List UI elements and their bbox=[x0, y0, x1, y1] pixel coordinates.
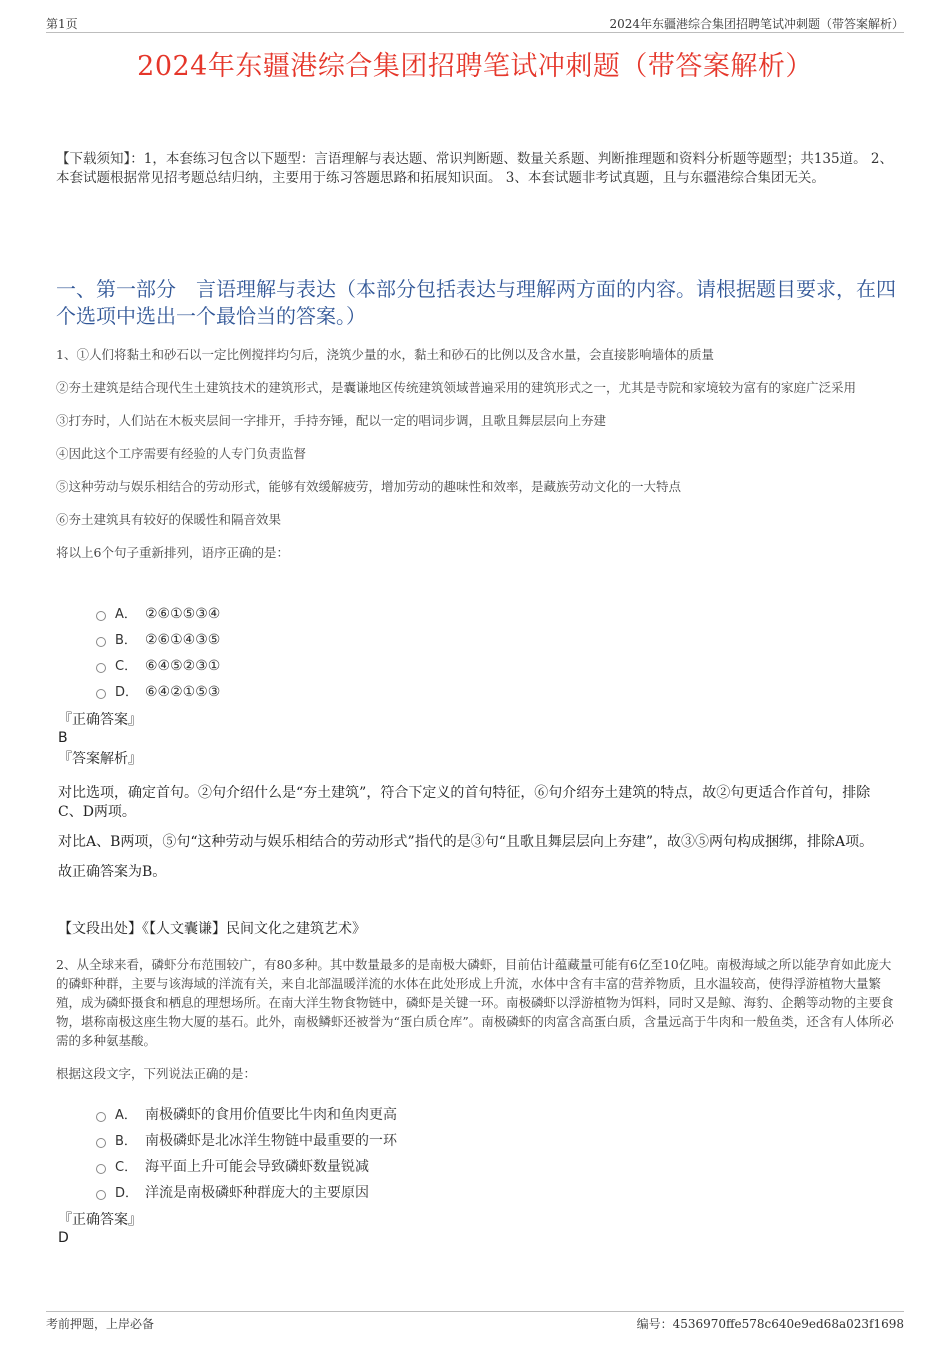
question-prompt: 将以上6个句子重新排列，语序正确的是： bbox=[56, 545, 289, 560]
question-prompt: 根据这段文字，下列说法正确的是： bbox=[56, 1066, 257, 1081]
question-2-stem bbox=[56, 955, 901, 1097]
correct-answer: B bbox=[58, 730, 68, 746]
download-notice: 【下载须知】：1，本套练习包含以下题型：言语理解与表达题、常识判断题、数量关系题、判断推理题和资料分析题等题型；共135道。 2、本套试题根据常见招考题总结归纳，主要用于练习答题思路和拓展知识面。 3、本套试题非考试真题，且与东疆港综合集团无关。 bbox=[56, 151, 893, 186]
sentence-6: ⑥夯土建筑具有较好的保暖性和隔音效果 bbox=[56, 512, 282, 527]
page-footer bbox=[46, 1311, 904, 1336]
option-a[interactable]: A． 南极磷虾的食用价值要比牛肉和鱼肉更高 bbox=[96, 1102, 397, 1128]
header-doc-title: 2024年东疆港综合集团招聘笔试冲刺题（带答案解析） bbox=[609, 17, 904, 31]
analysis-paragraph: 对比A、B两项，⑤句“这种劳动与娱乐相结合的劳动形式”指代的是③句“且歌且舞层层向上夯建”，故③⑤两句构成捆绑，排除A项。 bbox=[58, 834, 874, 850]
question-2-options bbox=[96, 1102, 397, 1206]
sentence-3: ③打夯时，人们站在木板夹层间一字排开，手持夯锤，配以一定的唱词步调，且歌且舞层层向上夯建 bbox=[56, 413, 607, 428]
answer-label: 『正确答案』 bbox=[58, 1212, 142, 1228]
option-b[interactable]: B． 南极磷虾是北冰洋生物链中最重要的一环 bbox=[96, 1128, 397, 1154]
sentence-1: 1、①人们将黏土和砂石以一定比例搅拌均匀后，浇筑少量的水，黏土和砂石的比例以及含水量，会直接影响墙体的质量 bbox=[56, 347, 714, 362]
analysis-paragraph: 对比选项，确定首句。②句介绍什么是“夯土建筑”，符合下定义的首句特征，⑥句介绍夯土建筑的特点，故②句更适合作首句，排除C、D两项。 bbox=[58, 785, 871, 820]
option-c[interactable]: C． 海平面上升可能会导致磷虾数量锐减 bbox=[96, 1154, 397, 1180]
passage-source: 【文段出处】《【人文囊谦】民间文化之建筑艺术》 bbox=[58, 921, 366, 937]
sentence-5: ⑤这种劳动与娱乐相结合的劳动形式，能够有效缓解疲劳，增加劳动的趣味性和效率，是藏族劳动文化的一大特点 bbox=[56, 479, 682, 494]
option-c[interactable]: C． ⑥④⑤②③① bbox=[96, 653, 220, 679]
passage: 2、从全球来看，磷虾分布范围较广，有80多种。其中数量最多的是南极大磷虾，目前估计蕴藏量可能有6亿至10亿吨。南极海域之所以能孕育如此庞大的磷虾种群，主要与该海域的洋流有关，来自北部温暖洋流的水体在此处形成上升流，水体中含有丰富的营养物质，且水温较高，使得浮游植物大量繁殖，成为磷虾摄食和栖息的理想场所。在南大洋生物食物链中，磷虾是关键一环。南极磷虾以浮游植物为饵料，同时又是鲸、海豹、企鹅等动物的主要食物，堪称南极这座生物大厦的基石。此外，南极鳞虾还被誉为“蛋白质仓库”。南极磷虾的肉富含高蛋白质，含量远高于牛肉和一般鱼类，还含有人体所必需的多种氨基酸。 bbox=[56, 957, 894, 1048]
radio-icon[interactable] bbox=[96, 689, 106, 699]
radio-icon[interactable] bbox=[96, 1138, 106, 1148]
answer-analysis bbox=[58, 784, 888, 893]
question-1-stem bbox=[56, 346, 901, 577]
section-title: 一、第一部分 言语理解与表达（本部分包括表达与理解两方面的内容。请根据题目要求，在四个选项中选出一个最恰当的答案。） bbox=[56, 277, 896, 328]
footer-slogan: 考前押题，上岸必备 bbox=[46, 1317, 155, 1331]
question-1-options bbox=[96, 601, 220, 705]
correct-answer: D bbox=[58, 1230, 69, 1246]
analysis-paragraph: 故正确答案为B。 bbox=[58, 864, 167, 880]
option-d[interactable]: D． ⑥④②①⑤③ bbox=[96, 679, 220, 705]
radio-icon[interactable] bbox=[96, 663, 106, 673]
document-title: 2024年东疆港综合集团招聘笔试冲刺题（带答案解析） bbox=[137, 51, 813, 82]
radio-icon[interactable] bbox=[96, 611, 106, 621]
answer-label: 『正确答案』 bbox=[58, 712, 142, 728]
sentence-4: ④因此这个工序需要有经验的人专门负责监督 bbox=[56, 446, 307, 461]
analysis-label: 『答案解析』 bbox=[58, 751, 142, 767]
option-d[interactable]: D． 洋流是南极磷虾种群庞大的主要原因 bbox=[96, 1180, 397, 1206]
document-id: 编号：4536970ffe578c640e9ed68a023f1698 bbox=[636, 1317, 904, 1331]
page-number: 第1页 bbox=[46, 17, 78, 31]
radio-icon[interactable] bbox=[96, 1164, 106, 1174]
radio-icon[interactable] bbox=[96, 1112, 106, 1122]
radio-icon[interactable] bbox=[96, 1190, 106, 1200]
option-a[interactable]: A． ②⑥①⑤③④ bbox=[96, 601, 220, 627]
page-header bbox=[46, 14, 904, 33]
radio-icon[interactable] bbox=[96, 637, 106, 647]
option-b[interactable]: B． ②⑥①④③⑤ bbox=[96, 627, 220, 653]
sentence-2: ②夯土建筑是结合现代生土建筑技术的建筑形式，是囊谦地区传统建筑领域普遍采用的建筑形式之一，尤其是寺院和家境较为富有的家庭广泛采用 bbox=[56, 380, 857, 395]
